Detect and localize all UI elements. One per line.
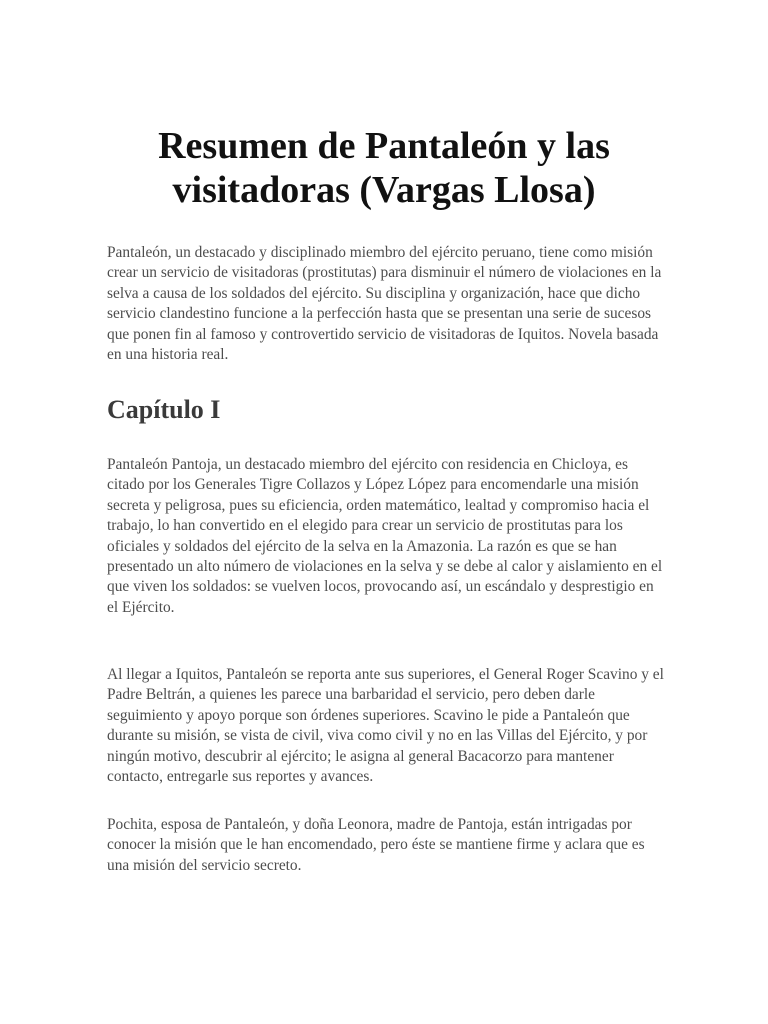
chapter-paragraph: Pantaleón Pantoja, un destacado miembro del ejército con residencia en Chicloya, es citado por los Generales Tigre Collazos y López López para encomendarle una misión secreta y peligrosa, pues su eficiencia, orden matemático, lealtad y compromiso hacia el trabajo, lo han convertido en el elegido para crear un servicio de prostitutas para los oficiales y soldados del ejército de la selva en la Amazonia. La razón es que se han presentado un alto número de violaciones en la selva y se debe al calor y aislamiento en el que viven los soldados: se vuelven locos, provocando así, un escándalo y desprestigio en el Ejército.: [107, 456, 663, 616]
chapter-paragraph: Al llegar a Iquitos, Pantaleón se reporta ante sus superiores, el General Roger Scavino y el Padre Beltrán, a quienes les parece una barbaridad el servicio, pero deben darle seguimiento y apoyo porque son órdenes superiores. Scavino le pide a Pantaleón que durante su misión, se vista de civil, viva como civil y no en las Villas del Ejército, y por ningún motivo, descubrir al ejército; le asigna al general Bacacorzo para mantener contacto, entregarle sus reportes y avances.: [107, 666, 664, 786]
chapter-paragraph: Pochita, esposa de Pantaleón, y doña Leonora, madre de Pantoja, están intrigadas por conocer la misión que le han encomendado, pero éste se mantiene firme y aclara que es una misión del servicio secreto.: [107, 816, 645, 874]
chapter-heading: Capítulo I: [107, 395, 221, 424]
intro-paragraph: Pantaleón, un destacado y disciplinado miembro del ejército peruano, tiene como misión crear un servicio de visitadoras (prostitutas) para disminuir el número de violaciones en la selva a causa de los soldados del ejército. Su disciplina y organización, hace que dicho servicio clandestino funcione a la perfección hasta que se presentan una serie de sucesos que ponen fin al famoso y controvertido servicio de visitadoras de Iquitos. Novela basada en una historia real.: [107, 244, 662, 364]
document-title: Resumen de Pantaleón y las visitadoras (Vargas Llosa): [158, 125, 610, 211]
